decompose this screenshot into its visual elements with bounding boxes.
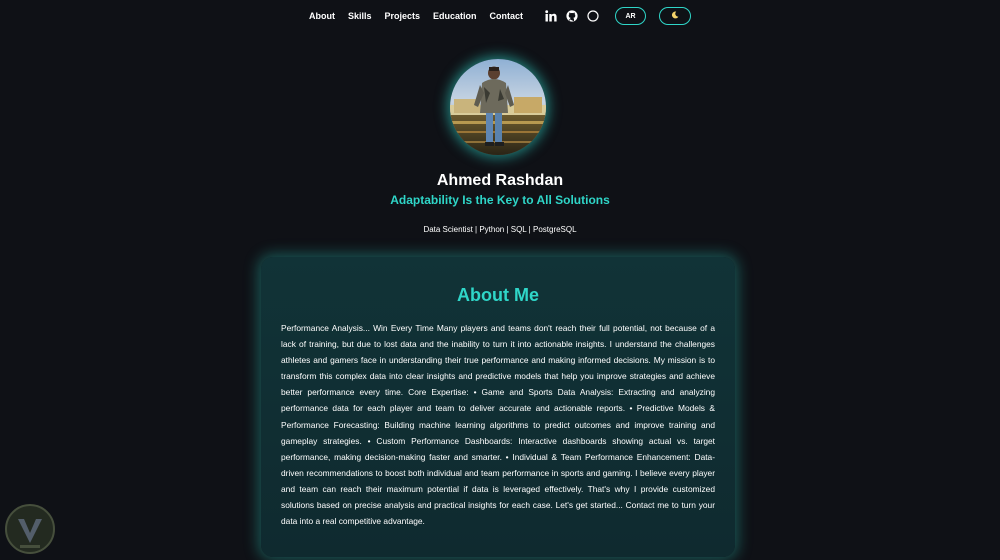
about-text: Performance Analysis... Win Every Time Many players and teams don't reach their full potential, not because of a lack of training, but due to lost data and the inability to turn it into actionable insights. I understand the challenges athletes and gamers face in understanding their true performance and making informed decisions. My mission is to transform this complex data into clear insights and predictive models that help you improve strategies and achieve better performance every time. Core Expertise: • Game and Sports Data Analysis: Extracting and analyzing performance data for each player and team to deliver accurate and actionable reports. • Predictive Models & Performance Forecasting: Building machine learning algorithms to predict outcomes and improve training and gameplay strategies. • Custom Performance Dashboards: Interactive dashboards showing actual vs. target performance, making decision-making faster and smarter. • Individual & Team Performance Enhancement: Data-driven recommendations to boost both individual and team performance in sports and gaming. I believe every player and team can reach their maximum potential if data is leveraged effectively. That's why I provide customized solutions based on precise analysis and practical insights for each case. Let's get started... Contact me to turn your data into a real competitive advantage. <box>281 323 715 527</box>
profile-name: Ahmed Rashdan <box>436 172 564 189</box>
about-section <box>261 257 735 557</box>
top-nav <box>0 0 1000 32</box>
nav-link-skills[interactable]: Skills <box>347 11 372 21</box>
profile-skills: Data Scientist | Python | SQL | PostgreSQL <box>423 225 577 234</box>
nav-link-about[interactable]: About <box>308 11 335 21</box>
nav-link-education[interactable]: Education <box>433 11 477 21</box>
nav-link-projects[interactable]: Projects <box>384 11 421 21</box>
watermark-logo <box>4 503 56 555</box>
moon-icon <box>671 11 679 21</box>
nav-links <box>309 11 523 21</box>
nav-link-contact[interactable]: Contact <box>489 11 524 21</box>
circle-icon[interactable] <box>587 10 599 22</box>
profile-tagline: Adaptability Is the Key to All Solutions <box>390 193 610 207</box>
github-icon[interactable] <box>566 10 578 22</box>
about-title: About Me <box>457 285 539 305</box>
theme-toggle-button[interactable] <box>659 7 691 25</box>
profile-avatar <box>450 59 546 155</box>
linkedin-icon[interactable] <box>545 10 557 22</box>
language-toggle-button[interactable]: AR <box>615 7 646 25</box>
social-links <box>545 10 599 22</box>
